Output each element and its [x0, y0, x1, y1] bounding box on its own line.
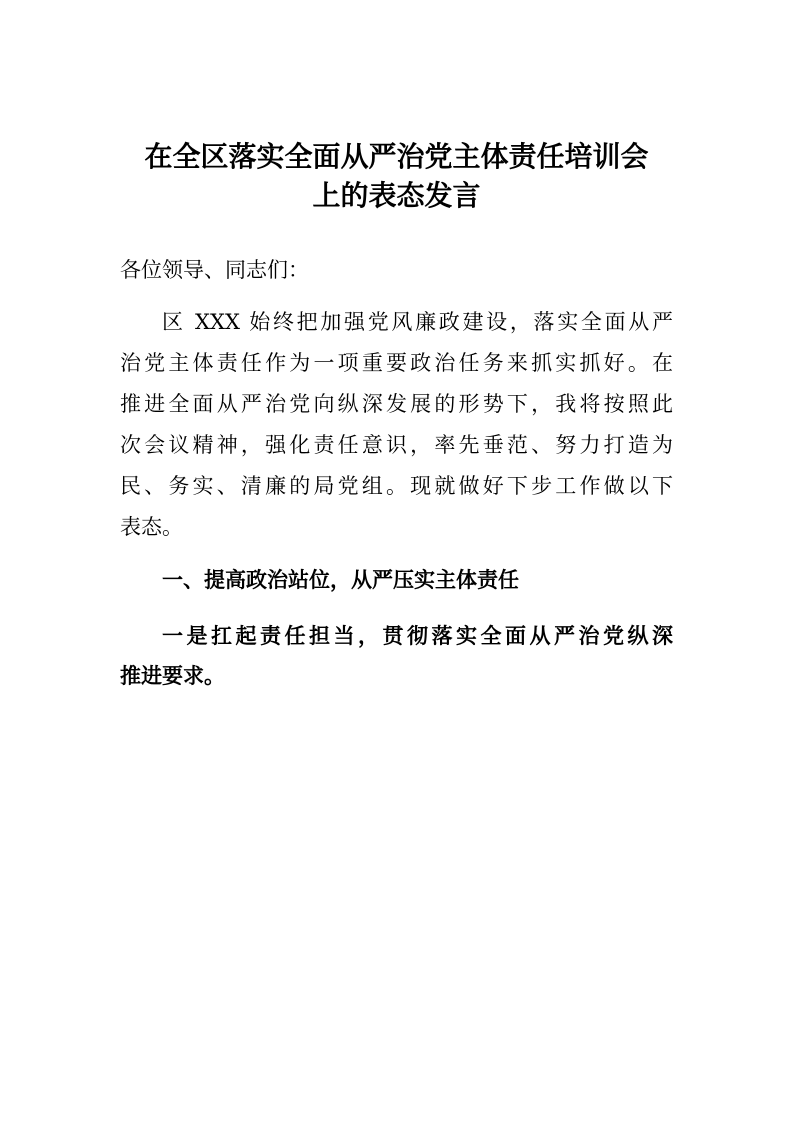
- document-title-line-1: 在全区落实全面从严治党主体责任培训会: [144, 140, 649, 173]
- intro-paragraph: [120, 302, 673, 548]
- intro-line: 治党主体责任作为一项重要政治任务来抓实抓好。在: [120, 351, 673, 375]
- section-heading: 一、提高政治站位，从严压实主体责任: [162, 568, 519, 592]
- intro-line: 表态。: [120, 515, 183, 539]
- intro-line: 民、务实、清廉的局党组。现就做好下步工作做以下: [120, 474, 673, 498]
- intro-line: 次会议精神，强化责任意识，率先垂范、努力打造为: [120, 433, 673, 457]
- intro-line: 推进全面从严治党向纵深发展的形势下，我将按照此: [120, 392, 673, 416]
- sub-heading-line: 推进要求。: [120, 663, 225, 688]
- salutation: 各位领导、同志们：: [120, 258, 309, 282]
- sub-heading-line: 一是扛起责任担当，贯彻落实全面从严治党纵深: [162, 623, 673, 648]
- intro-line: 区 XXX 始终把加强党风廉政建设，落实全面从严: [162, 310, 673, 334]
- document-title-line-2: 上的表态发言: [312, 179, 481, 212]
- sub-heading-paragraph: [120, 616, 673, 696]
